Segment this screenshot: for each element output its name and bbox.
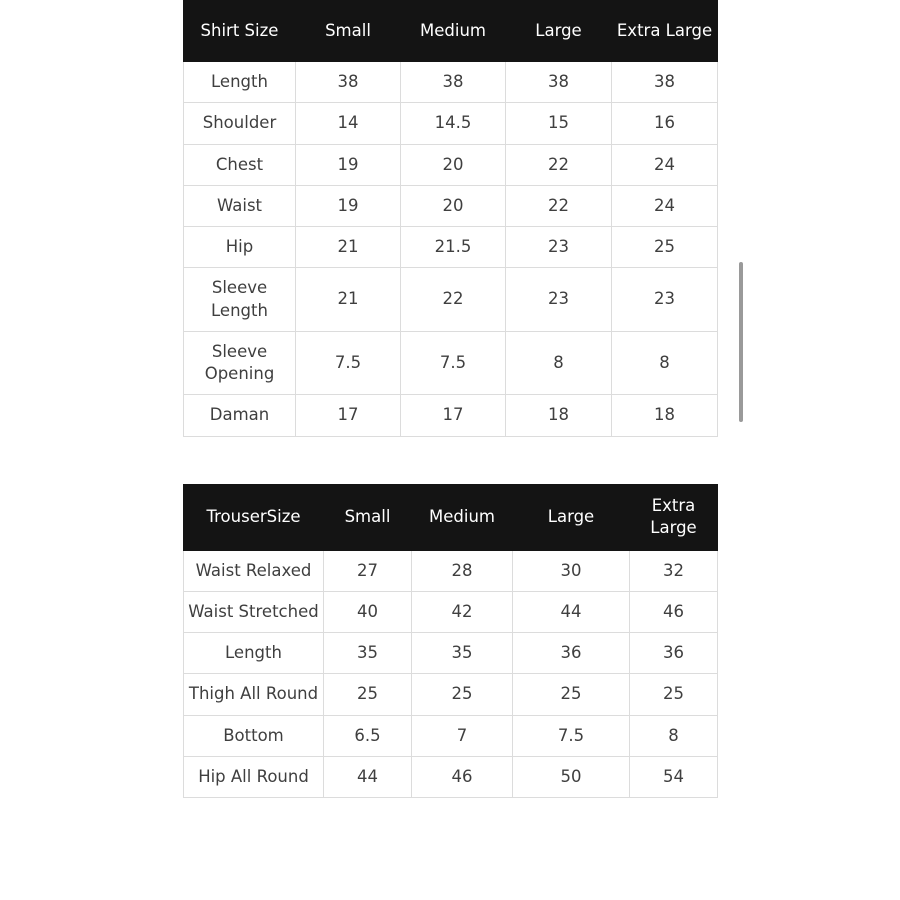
cell-bottom-extra-large: 8 xyxy=(630,715,718,756)
cell-waist-relaxed-large: 30 xyxy=(513,550,630,591)
table-row xyxy=(184,591,718,632)
table-row xyxy=(184,756,718,797)
column-header-medium xyxy=(401,1,506,62)
cell-daman-extra-large: 18 xyxy=(612,395,718,436)
cell-waist-medium: 20 xyxy=(401,185,506,226)
cell-sleeve-opening-large: 8 xyxy=(506,331,612,395)
table-row xyxy=(184,185,718,226)
cell-hip-all-round-extra-large: 54 xyxy=(630,756,718,797)
cell-waist-extra-large: 24 xyxy=(612,185,718,226)
cell-thigh-all-round-small: 25 xyxy=(324,674,412,715)
cell-daman-small: 17 xyxy=(296,395,401,436)
cell-chest-large: 22 xyxy=(506,144,612,185)
cell-sleeve-length-small: 21 xyxy=(296,268,401,332)
column-header-trouser-size xyxy=(184,485,324,551)
column-header-shirt-size xyxy=(184,1,296,62)
cell-sleeve-length-extra-large: 23 xyxy=(612,268,718,332)
table-row xyxy=(184,550,718,591)
column-header-label: Medium xyxy=(420,20,486,40)
row-label-sleeve-opening: Sleeve Opening xyxy=(184,331,296,395)
column-header-label: Small xyxy=(325,20,371,40)
cell-thigh-all-round-extra-large: 25 xyxy=(630,674,718,715)
trouser-size-table-header xyxy=(184,485,718,551)
cell-hip-all-round-small: 44 xyxy=(324,756,412,797)
shirt-size-table-container xyxy=(183,0,718,437)
row-label-hip: Hip xyxy=(184,227,296,268)
cell-thigh-all-round-medium: 25 xyxy=(412,674,513,715)
cell-sleeve-length-medium: 22 xyxy=(401,268,506,332)
cell-length-large: 38 xyxy=(506,62,612,103)
cell-length-medium: 35 xyxy=(412,633,513,674)
cell-sleeve-length-large: 23 xyxy=(506,268,612,332)
cell-waist-large: 22 xyxy=(506,185,612,226)
cell-daman-large: 18 xyxy=(506,395,612,436)
cell-bottom-large: 7.5 xyxy=(513,715,630,756)
cell-hip-large: 23 xyxy=(506,227,612,268)
row-label-daman: Daman xyxy=(184,395,296,436)
cell-shoulder-medium: 14.5 xyxy=(401,103,506,144)
column-header-label: Extra Large xyxy=(616,20,713,40)
cell-length-small: 38 xyxy=(296,62,401,103)
column-header-label: Medium xyxy=(429,507,495,527)
cell-sleeve-opening-small: 7.5 xyxy=(296,331,401,395)
cell-chest-medium: 20 xyxy=(401,144,506,185)
cell-sleeve-opening-extra-large: 8 xyxy=(612,331,718,395)
shirt-size-table-body xyxy=(184,62,718,437)
cell-bottom-small: 6.5 xyxy=(324,715,412,756)
column-header-label: Shirt Size xyxy=(200,20,279,40)
cell-hip-small: 21 xyxy=(296,227,401,268)
table-row xyxy=(184,62,718,103)
column-header-large xyxy=(506,1,612,62)
cell-waist-stretched-small: 40 xyxy=(324,591,412,632)
row-label-waist: Waist xyxy=(184,185,296,226)
table-row xyxy=(184,227,718,268)
column-header-medium xyxy=(412,485,513,551)
table-header-row xyxy=(184,485,718,551)
table-row xyxy=(184,103,718,144)
table-row xyxy=(184,144,718,185)
column-header-label: Extra Large xyxy=(650,496,697,538)
cell-length-small: 35 xyxy=(324,633,412,674)
vertical-scrollbar-thumb[interactable] xyxy=(739,262,743,422)
trouser-size-table-container xyxy=(183,484,718,798)
table-row xyxy=(184,395,718,436)
column-header-small xyxy=(324,485,412,551)
row-label-waist-stretched: Waist Stretched xyxy=(184,591,324,632)
cell-waist-relaxed-extra-large: 32 xyxy=(630,550,718,591)
column-header-label: Small xyxy=(344,507,391,527)
cell-shoulder-large: 15 xyxy=(506,103,612,144)
row-label-hip-all-round: Hip All Round xyxy=(184,756,324,797)
table-row xyxy=(184,674,718,715)
cell-hip-medium: 21.5 xyxy=(401,227,506,268)
cell-waist-stretched-extra-large: 46 xyxy=(630,591,718,632)
cell-chest-small: 19 xyxy=(296,144,401,185)
table-row xyxy=(184,633,718,674)
row-label-shoulder: Shoulder xyxy=(184,103,296,144)
column-header-extra-large xyxy=(630,485,718,551)
cell-hip-all-round-large: 50 xyxy=(513,756,630,797)
cell-sleeve-opening-medium: 7.5 xyxy=(401,331,506,395)
cell-bottom-medium: 7 xyxy=(412,715,513,756)
row-label-bottom: Bottom xyxy=(184,715,324,756)
row-label-length: Length xyxy=(184,62,296,103)
column-header-extra-large xyxy=(612,1,718,62)
table-row xyxy=(184,268,718,332)
column-header-large xyxy=(513,485,630,551)
cell-shoulder-small: 14 xyxy=(296,103,401,144)
row-label-waist-relaxed: Waist Relaxed xyxy=(184,550,324,591)
cell-length-large: 36 xyxy=(513,633,630,674)
cell-daman-medium: 17 xyxy=(401,395,506,436)
cell-waist-small: 19 xyxy=(296,185,401,226)
column-header-label: Large xyxy=(547,507,595,527)
trouser-size-table-body xyxy=(184,550,718,798)
cell-hip-all-round-medium: 46 xyxy=(412,756,513,797)
shirt-size-table-header xyxy=(184,1,718,62)
cell-length-extra-large: 36 xyxy=(630,633,718,674)
cell-length-medium: 38 xyxy=(401,62,506,103)
row-label-length: Length xyxy=(184,633,324,674)
table-header-row xyxy=(184,1,718,62)
cell-length-extra-large: 38 xyxy=(612,62,718,103)
table-row xyxy=(184,715,718,756)
cell-thigh-all-round-large: 25 xyxy=(513,674,630,715)
column-header-small xyxy=(296,1,401,62)
cell-hip-extra-large: 25 xyxy=(612,227,718,268)
cell-waist-stretched-large: 44 xyxy=(513,591,630,632)
row-label-chest: Chest xyxy=(184,144,296,185)
column-header-label: Large xyxy=(535,20,582,40)
cell-chest-extra-large: 24 xyxy=(612,144,718,185)
table-row xyxy=(184,331,718,395)
row-label-sleeve-length: Sleeve Length xyxy=(184,268,296,332)
column-header-label: TrouserSize xyxy=(206,507,301,527)
trouser-size-table xyxy=(183,484,718,798)
shirt-size-table xyxy=(183,0,718,437)
cell-waist-relaxed-small: 27 xyxy=(324,550,412,591)
cell-shoulder-extra-large: 16 xyxy=(612,103,718,144)
row-label-thigh-all-round: Thigh All Round xyxy=(184,674,324,715)
cell-waist-relaxed-medium: 28 xyxy=(412,550,513,591)
cell-waist-stretched-medium: 42 xyxy=(412,591,513,632)
